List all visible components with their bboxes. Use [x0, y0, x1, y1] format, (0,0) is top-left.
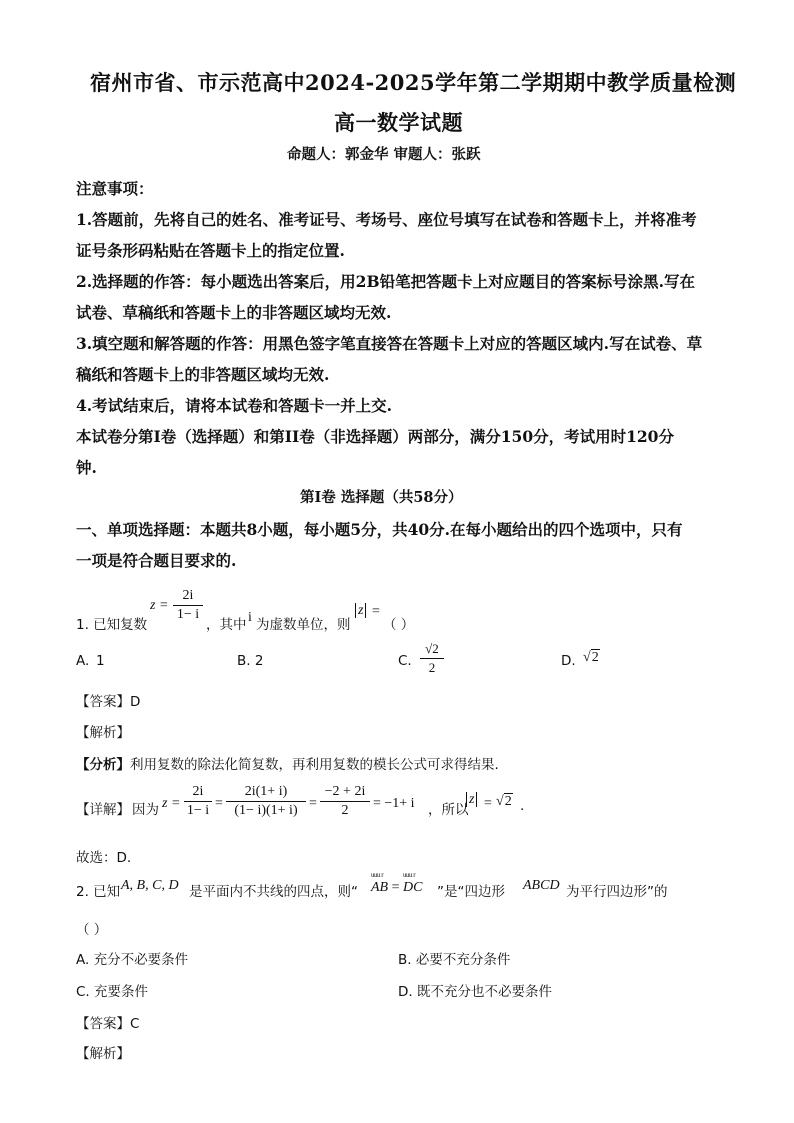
q1-prefix: 1. 已知复数 [76, 617, 148, 633]
q1-x-end: . [520, 798, 525, 814]
q1-option-b: B. 2 [237, 653, 264, 669]
q2-answer [76, 1012, 139, 1032]
q1-x-frac3-den: 2 [341, 803, 349, 818]
part1-heading: 第I卷 选择题（共58分） [300, 489, 463, 506]
q1-x-abs-z: z [466, 792, 477, 807]
q2-option-a: A. 充分不必要条件 [76, 952, 189, 968]
q1-z-eq: z = [150, 598, 169, 613]
notice-item-4: 4.考试结束后，请将本试卷和答题卡一并上交. [76, 396, 393, 415]
q1-fenxi [76, 753, 499, 773]
q2-answer-value: C [130, 1016, 140, 1032]
q1-x-frac2-num: 2i(1+ i) [244, 784, 288, 799]
q1-x-z: z = [162, 796, 181, 811]
q1-x-frac1 [184, 784, 212, 819]
q1-x-eq2: = [309, 796, 317, 811]
notice-item-3a: 3.填空题和解答题的作答：用黑色签字笔直接答在答题卡上对应的答题区域内.写在试卷、草 [76, 334, 703, 353]
notice-item-1a: 1.答题前，先将自己的姓名、准考证号、考场号、座位号填写在试卷和答题卡上，并将准考 [76, 210, 697, 229]
q1-middle: ，其中 [206, 617, 247, 633]
exam-scope-b: 钟. [76, 458, 97, 477]
q2-mid: 是平面内不共线的四点，则“ [189, 884, 358, 900]
q1-option-d-value: √2 [583, 650, 599, 665]
q2-vec-dc: uuu r DC [403, 880, 422, 896]
q1-option-c-fraction [420, 641, 444, 676]
q1-x-eq3: = [484, 796, 492, 811]
q1-x-frac1-den: 1− i [186, 803, 210, 818]
q1-x-sqrt: √2 [496, 794, 512, 809]
authors-line: 命题人：郭金华 审题人：张跃 [287, 146, 481, 163]
notice-item-2b: 试卷、草稿纸和答题卡上的非答题区域均无效. [76, 303, 392, 322]
q2-abcd: ABCD [523, 878, 560, 893]
exam-scope-a: 本试卷分第I卷（选择题）和第II卷（非选择题）两部分，满分150分，考试用时120分 [76, 427, 674, 446]
q2-points: A, B, C, D [121, 878, 179, 893]
q1-answer-value: D [130, 694, 141, 710]
q2-option-b: B. 必要不充分条件 [398, 952, 511, 968]
q1-eq: = [372, 604, 380, 619]
q1-answer [76, 690, 140, 710]
q1-x-so: ，所以 [428, 802, 469, 818]
q1-x-tail: = −1+ i [373, 796, 415, 811]
q1-frac-den: 1− i [176, 607, 200, 622]
q2-vector-expr [371, 880, 422, 896]
q1-answer-tag: 【答案】 [76, 694, 130, 710]
notice-heading: 注意事项： [76, 179, 154, 198]
q1-option-d-label: D. [561, 653, 576, 669]
q1-i-symbol: i [248, 610, 252, 625]
q2-option-c: C. 充要条件 [76, 984, 149, 1000]
q1-option-c-den: 2 [428, 660, 436, 675]
q1-x-frac3 [320, 784, 370, 819]
q2-prefix: 2. 已知 [76, 884, 121, 900]
page-title: 宿州市省、市示范高中2024-2025学年第二学期期中教学质量检测 [90, 70, 737, 95]
notice-item-2a: 2.选择题的作答：每小题选出答案后，用2B铅笔把答题卡上对应题目的答案标号涂黑.写在 [76, 272, 695, 291]
q1-option-a-label: A. [76, 653, 90, 669]
q1-x-abs [466, 792, 477, 808]
q1-xiangjie-tag: 【详解】 [76, 802, 130, 818]
q2-option-d: D. 既不充分也不必要条件 [398, 984, 552, 1000]
q2-vec-eq: = [391, 880, 400, 895]
q2-mid2: ”是“四边形 [437, 884, 505, 900]
q1-x-frac3-num: −2 + 2i [324, 784, 366, 799]
q1-paren: （ ） [383, 617, 415, 633]
q1-x-frac1-num: 2i [192, 784, 204, 799]
q2-suffix: 为平行四边形”的 [566, 884, 668, 900]
q1-analysis-tag: 【解析】 [76, 725, 130, 741]
q1-option-c-num: √2 [425, 641, 439, 656]
q1-option-a-value: 1 [96, 653, 105, 669]
q1-x-sqrt-radicand: 2 [504, 794, 512, 809]
notice-item-1b: 证号条形码粘贴在答题卡上的指定位置. [76, 241, 345, 260]
q1-abs-z [355, 603, 366, 619]
section-heading-b: 一项是符合题目要求的. [76, 551, 237, 570]
q1-frac-num: 2i [182, 588, 194, 603]
section-heading-a: 一、单项选择题：本题共8小题，每小题5分，共40分.在每小题给出的四个选项中，只有 [76, 520, 683, 539]
q2-analysis-tag: 【解析】 [76, 1046, 130, 1062]
q1-option-d-radicand: 2 [591, 650, 599, 665]
q1-option-c-label: C. [398, 653, 412, 669]
q1-abs-z-text: z [355, 603, 366, 618]
notice-item-3b: 稿纸和答题卡上的非答题区域均无效. [76, 365, 330, 384]
q2-answer-tag: 【答案】 [76, 1016, 130, 1032]
page-subtitle: 高一数学试题 [334, 110, 463, 135]
q1-fenxi-tag: 【分析】 [76, 757, 130, 773]
q2-vec-ab: uuu r AB [371, 880, 388, 896]
q2-paren: （ ） [76, 922, 108, 938]
q1-conclusion: 故选：D. [76, 850, 132, 866]
q1-x-frac2 [226, 784, 306, 819]
q1-fenxi-text: 利用复数的除法化简复数，再利用复数的模长公式可求得结果. [130, 757, 499, 773]
q1-suffix: 为虚数单位，则 [256, 617, 351, 633]
q1-xiangjie-pre: 因为 [132, 802, 159, 818]
q1-x-frac2-den: (1− i)(1+ i) [234, 803, 298, 818]
q1-fraction [173, 588, 203, 623]
q1-x-eq1: = [215, 796, 223, 811]
